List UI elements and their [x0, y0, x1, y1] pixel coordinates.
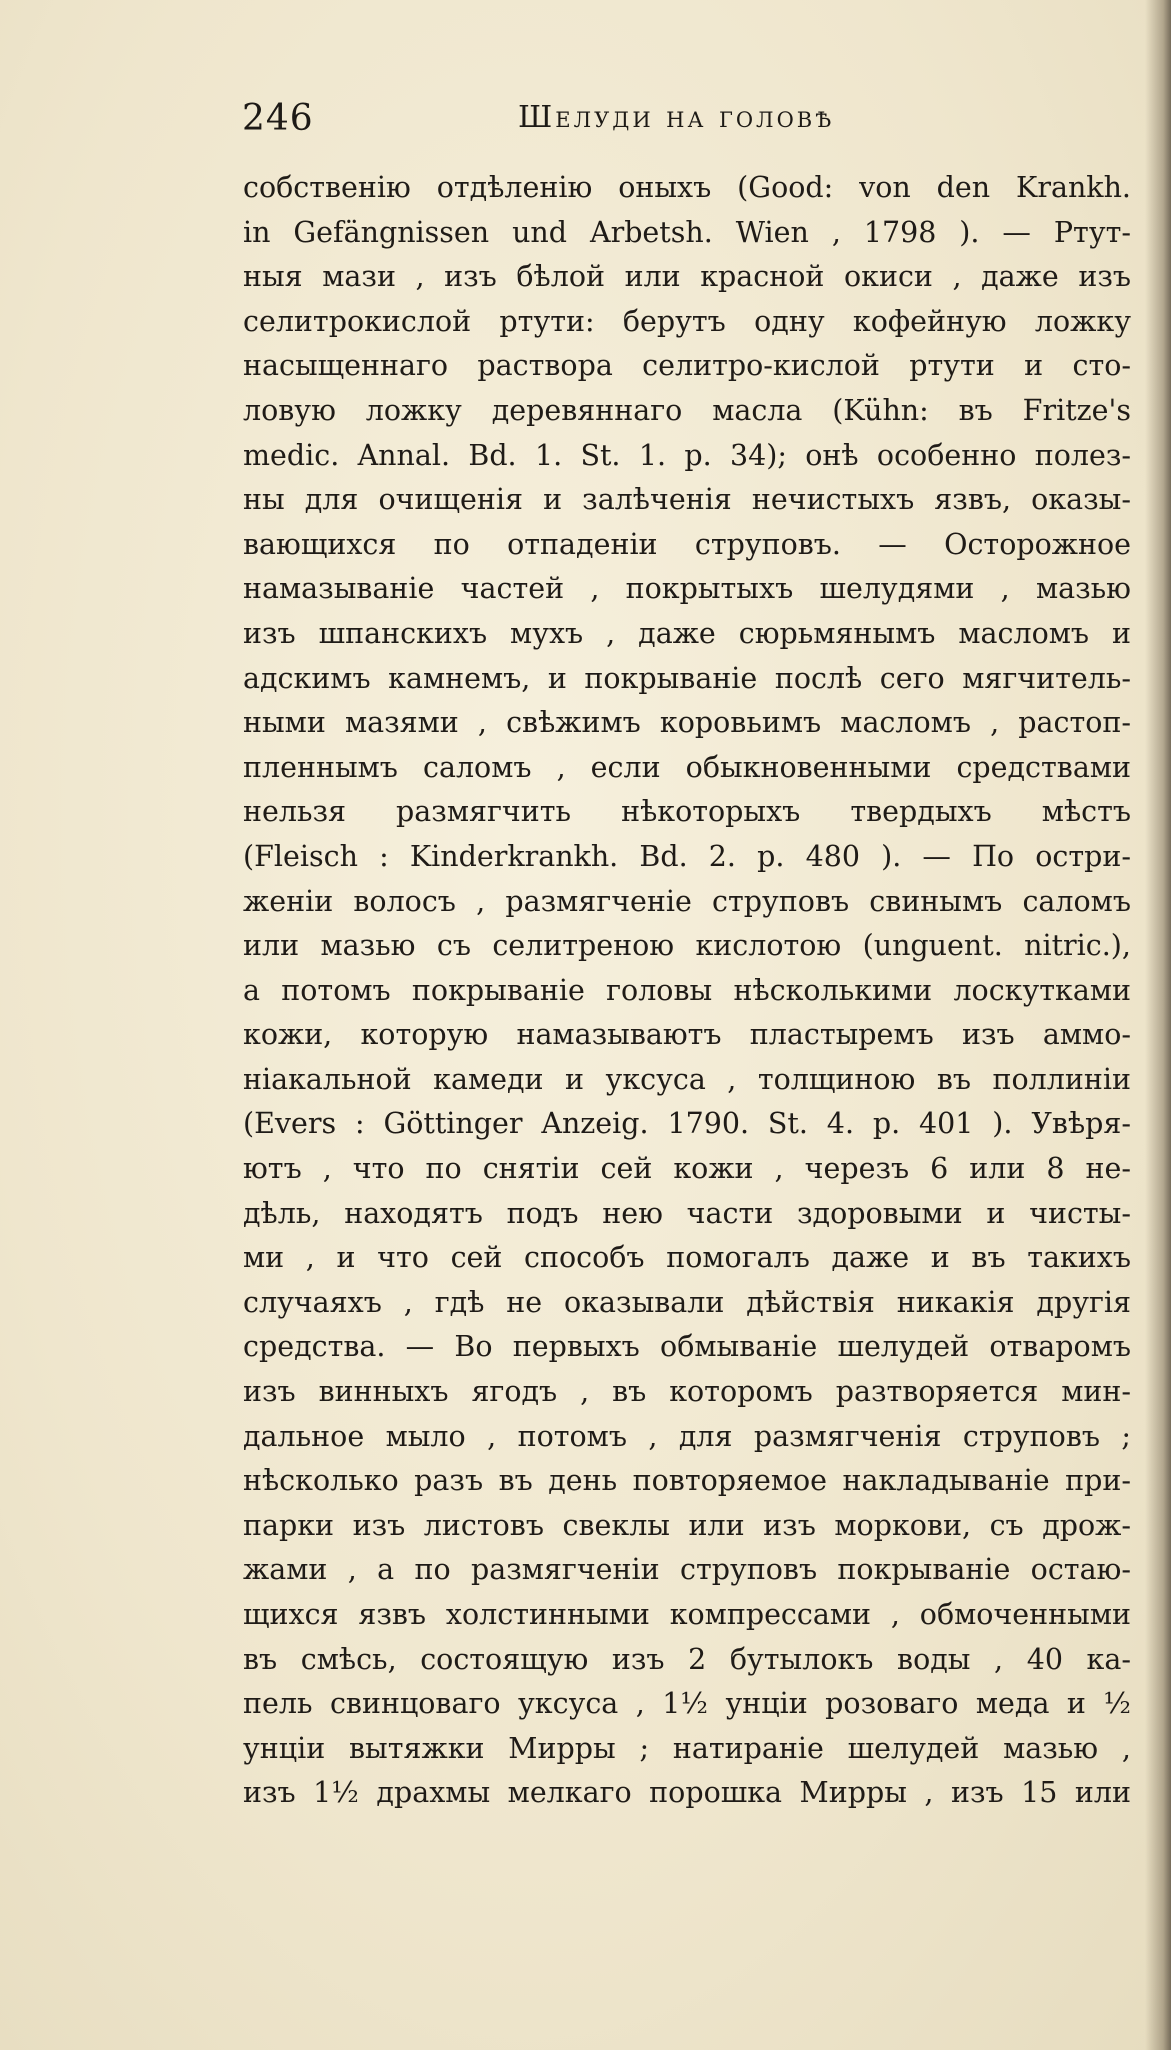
- text-line: нельзя размягчить нѣкоторыхъ твердыхъ мѣстъ: [243, 795, 1131, 829]
- text-line: вающихся по отпаденіи струповъ. — Осторожное: [243, 527, 1131, 561]
- text-line: насыщеннаго раствора селитро-кислой ртути и сто-: [243, 349, 1131, 383]
- text-line: случаяхъ , гдѣ не оказывали дѣйствія никакія другія: [243, 1285, 1131, 1319]
- text-line: (Fleisch : Kinderkrankh. Bd. 2. p. 480 ). — По остри-: [243, 839, 1131, 873]
- text-line: селитрокислой ртути: берутъ одну кофейную ложку: [243, 304, 1131, 338]
- text-line: пленнымъ саломъ , если обыкновенными средствами: [243, 750, 1131, 784]
- text-line: ми , и что сей способъ помогалъ даже и въ такихъ: [243, 1241, 1131, 1275]
- body-text: [243, 166, 1131, 1816]
- text-line: или мазью съ селитреною кислотою (unguent. nitric.),: [243, 929, 1131, 963]
- text-line: въ смѣсь, состоящую изъ 2 бутылокъ воды , 40 ка-: [243, 1642, 1131, 1676]
- text-line: ны для очищенія и залѣченія нечистыхъ язвъ, оказы-: [243, 483, 1131, 517]
- text-line: изъ винныхъ ягодъ , въ которомъ разтворяется мин-: [243, 1375, 1131, 1409]
- running-head: Шелуди на головѣ: [518, 100, 835, 135]
- text-line: парки изъ листовъ свеклы или изъ моркови, съ дрож-: [243, 1508, 1131, 1542]
- text-line: средства. — Во первыхъ обмываніе шелудей отваромъ: [243, 1330, 1131, 1364]
- text-line: ніакальной камеди и уксуса , толщиною въ поллиніи: [243, 1062, 1131, 1096]
- text-line: ловую ложку деревяннаго масла (Kühn: въ Fritze's: [243, 393, 1131, 427]
- text-line: адскимъ камнемъ, и покрываніе послѣ сего мягчитель-: [243, 661, 1131, 695]
- text-line: изъ 1½ драхмы мелкаго порошка Мирры , изъ 15 или: [243, 1776, 1131, 1810]
- text-line: ными мазями , свѣжимъ коровьимъ масломъ , растоп-: [243, 706, 1131, 740]
- text-line: нѣсколько разъ въ день повторяемое накладываніе при-: [243, 1464, 1131, 1498]
- text-line: изъ шпанскихъ мухъ , даже сюрьмянымъ масломъ и: [243, 616, 1131, 650]
- text-line: дѣль, находятъ подъ нею части здоровыми и чисты-: [243, 1196, 1131, 1230]
- text-line: щихся язвъ холстинными компрессами , обмоченными: [243, 1598, 1131, 1631]
- text-line: женіи волосъ , размягченіе струповъ свинымъ саломъ: [243, 884, 1131, 918]
- text-line: дальное мыло , потомъ , для размягченія струповъ ;: [243, 1419, 1131, 1453]
- page-number: 246: [242, 98, 314, 139]
- text-line: жами , а по размягченіи струповъ покрываніе остаю-: [243, 1553, 1131, 1587]
- text-line: ютъ , что по снятіи сей кожи , черезъ 6 или 8 не-: [243, 1152, 1131, 1186]
- text-line: in Gefängnissen und Arbetsh. Wien , 1798 ). — Ртут-: [243, 215, 1131, 249]
- text-line: унціи вытяжки Мирры ; натираніе шелудей мазью ,: [243, 1731, 1131, 1765]
- text-line: кожи, которую намазываютъ пластыремъ изъ аммо-: [243, 1018, 1131, 1052]
- text-line: ныя мази , изъ бѣлой или красной окиси , даже изъ: [243, 260, 1131, 294]
- gutter-shadow: [1145, 0, 1171, 2050]
- text-line: medic. Annal. Bd. 1. St. 1. p. 34); онѣ особенно полез-: [243, 438, 1131, 472]
- text-line: пель свинцоваго уксуса , 1½ унціи розоваго меда и ½: [243, 1687, 1131, 1721]
- text-line: намазываніе частей , покрытыхъ шелудями , мазью: [243, 572, 1131, 606]
- page-header: [238, 98, 888, 148]
- text-line: а потомъ покрываніе головы нѣсколькими лоскутками: [243, 973, 1131, 1007]
- text-line: (Evers : Göttinger Anzeig. 1790. St. 4. p. 401 ). Увѣря-: [243, 1107, 1131, 1141]
- text-line: собственію отдѣленію оныхъ (Good: von den Krankh.: [243, 171, 1131, 204]
